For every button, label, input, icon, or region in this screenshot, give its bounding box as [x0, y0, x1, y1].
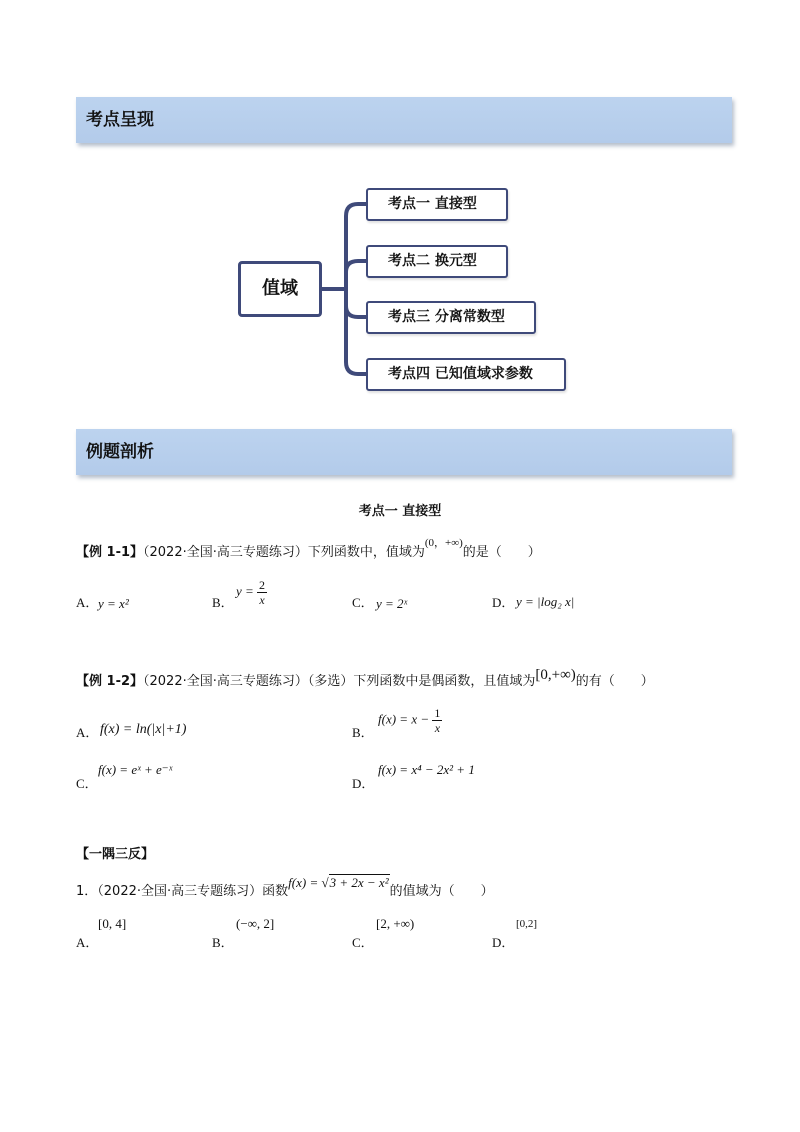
option-a-label: A．: [76, 595, 99, 610]
example-stem-end: 的是（ ）: [462, 545, 541, 560]
question-stem-end: 的值域为（ ）: [389, 884, 494, 899]
mindmap-node-2: [366, 245, 508, 278]
topic-title: 考点一 直接型: [358, 504, 442, 519]
option-a-label: A．: [76, 725, 99, 740]
option-b-label: B．: [212, 935, 234, 950]
formula-lhs: f(x) =: [288, 875, 319, 890]
sqrt-radicand: 3 + 2x − x²: [329, 875, 389, 890]
connector-branch-2: [346, 261, 366, 289]
fraction-denominator: x: [434, 721, 441, 735]
example-1-2-stem: [76, 667, 654, 690]
practice-q1-stem: [76, 875, 494, 899]
option-a-label: A．: [76, 935, 99, 950]
question-number: 1．: [76, 884, 98, 899]
mindmap-node-3: [366, 301, 536, 334]
option-a-formula: f(x) = ln(|x|+1): [100, 722, 187, 737]
fraction-denominator: x: [259, 593, 265, 607]
option-d-label: D．: [492, 595, 515, 610]
option-b-label: B．: [212, 595, 234, 610]
example-stem: 下列函数中是偶函数，且值域为: [353, 674, 536, 689]
example-source: （2022·全国·高三专题练习）（多选）: [143, 674, 354, 689]
fraction-numerator: 2: [259, 578, 266, 592]
formula-lhs: y =: [236, 583, 254, 599]
mindmap-node-label: 考点三 分离常数型: [388, 309, 505, 325]
formula-lhs: f(x) = x −: [378, 711, 430, 727]
option-c-label: C．: [76, 776, 98, 791]
option-b-formula: [236, 578, 267, 607]
question-formula: f(x) = √3 + 2x − x²: [288, 875, 389, 890]
option-c-label: C．: [352, 595, 374, 610]
option-d-formula: [0,2]: [516, 918, 538, 930]
example-stem: 下列函数中，值域为: [307, 545, 425, 560]
range-interval: (0，+∞): [424, 537, 463, 549]
option-d-formula: f(x) = x⁴ − 2x² + 1: [378, 762, 475, 777]
option-b-formula: (−∞, 2]: [236, 916, 275, 931]
example-tag: 【例 1-1】: [76, 545, 144, 560]
section-banner-kaodian: [76, 97, 732, 143]
mindmap-node-4: [366, 358, 566, 391]
option-c-formula: y = 2ˣ: [376, 596, 408, 611]
mindmap-node-1: [366, 188, 508, 221]
fraction-numerator: 1: [434, 706, 441, 720]
mindmap-node-label: 考点四 已知值域求参数: [388, 366, 533, 382]
practice-tag: 【一隅三反】: [76, 847, 155, 862]
section-title: 例题剖析: [86, 442, 154, 462]
option-c-formula: f(x) = eˣ + e⁻ˣ: [98, 762, 173, 777]
option-d-label: D．: [352, 776, 375, 791]
option-c-label: C．: [352, 935, 374, 950]
option-b-formula: [378, 706, 442, 735]
connector-branch-3: [346, 289, 366, 317]
example-1-1-stem: [76, 537, 541, 560]
mindmap-node-label: 考点一 直接型: [388, 196, 477, 212]
example-tag: 【例 1-2】: [76, 674, 144, 689]
option-a-formula: y = x²: [98, 596, 129, 611]
option-b-label: B．: [352, 725, 374, 740]
connector-branch-4: [346, 289, 366, 374]
example-stem-end: 的有（ ）: [575, 674, 654, 689]
range-interval: [0,+∞): [535, 667, 576, 683]
option-d-formula: y = |log₂ x|: [516, 594, 575, 609]
mindmap-root-label: 值域: [262, 278, 298, 299]
question-stem: 函数: [262, 884, 289, 899]
mindmap-root-node: [238, 261, 322, 317]
section-title: 考点呈现: [86, 110, 154, 130]
mindmap-node-label: 考点二 换元型: [388, 253, 477, 269]
section-banner-liti: [76, 429, 732, 475]
connector-branch-1: [346, 204, 366, 289]
question-source: （2022·全国·高三专题练习）: [97, 884, 263, 899]
option-c-formula: [2, +∞): [376, 916, 415, 931]
option-d-label: D．: [492, 935, 515, 950]
option-a-formula: [0, 4]: [98, 916, 127, 931]
example-source: （2022·全国·高三专题练习）: [143, 545, 308, 560]
